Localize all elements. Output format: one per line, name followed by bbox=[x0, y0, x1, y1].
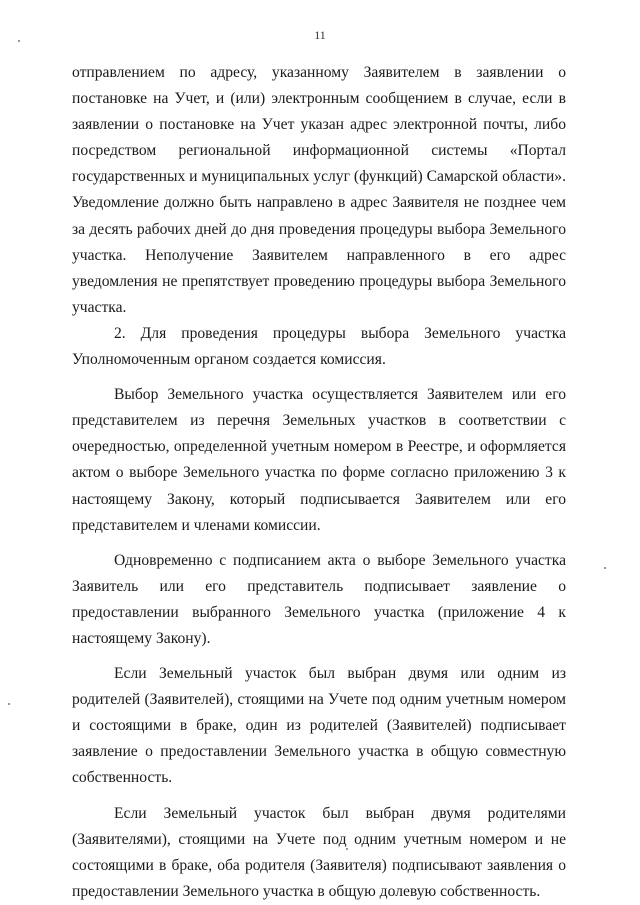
scan-speck bbox=[346, 848, 348, 850]
paragraph-joint-ownership: Если Земельный участок был выбран двумя или одним из родителей (Заявителей), стоящими на Учете под одним учетным номером и состоящими в браке, один из родителей (Заявителей) подписывает заявление о предоставлении Земельного участка в общую совместную собственность. bbox=[72, 665, 566, 787]
scan-speck bbox=[604, 567, 606, 569]
paragraph-plot-selection: Выбор Земельного участка осуществляется Заявителем или его представителем из перечня Земельных участков в соответствии с очередностью, определенной учетным номером в Реестре, и оформляется актом о выборе Земельного участка по форме согласно приложению 3 к настоящему Закону, который подписывается Заявителем или его представителем и членами комиссии. bbox=[72, 386, 566, 534]
page-number: 11 bbox=[314, 28, 326, 42]
paragraph-commission: 2. Для проведения процедуры выбора Земельного участка Уполномоченным органом создается комиссия. bbox=[72, 324, 566, 369]
scan-speck bbox=[8, 703, 10, 705]
paragraph-shared-ownership: Если Земельный участок был выбран двумя родителями (Заявителями), стоящими на Учете под одним учетным номером и не состоящими в браке, оба родителя (Заявителя) подписывают заявления о предоставлении Земельного участка в общую долевую собственность. bbox=[72, 804, 566, 900]
paragraph-simultaneous-signing: Одновременно с подписанием акта о выборе Земельного участка Заявитель или его представитель подписывает заявление о предоставлении выбранного Земельного участка (приложение 4 к настоящему Закону). bbox=[72, 551, 566, 647]
paragraph-notification-delivery: отправлением по адресу, указанному Заявителем в заявлении о постановке на Учет, и (или) электронным сообщением в случае, если в заявлении о постановке на Учет указан адрес электронной почты, либо посредством региональной информационной системы «Портал государственных и муниципальных услуг (функций) Самарской области». Уведомление должно быть направлено в адрес Заявителя не позднее чем за десять рабочих дней до дня проведения процедуры выбора Земельного участка. Неполучение Заявителем направленного в его адрес уведомления не препятствует проведению процедуры выбора Земельного участка. bbox=[72, 64, 566, 316]
document-body bbox=[72, 60, 566, 905]
scan-speck bbox=[18, 40, 20, 42]
